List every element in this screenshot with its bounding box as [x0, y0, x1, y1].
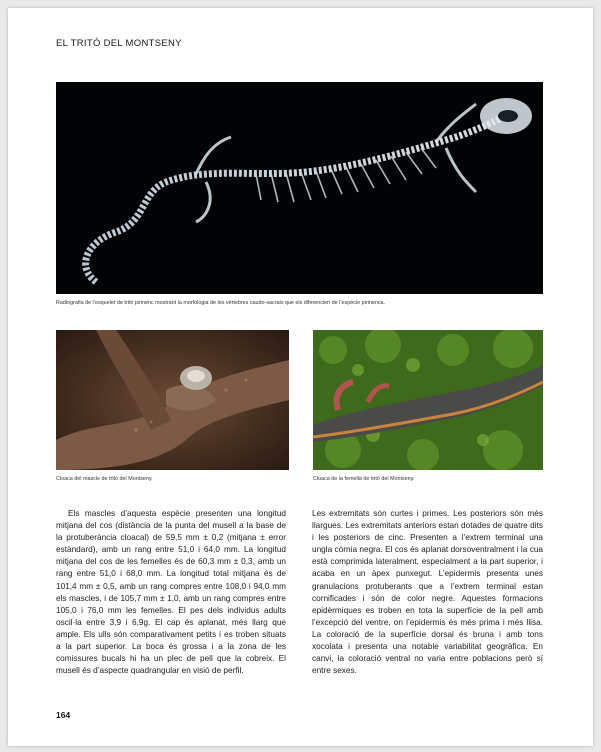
body-text-left-column: Els mascles d’aquesta espècie presenten una longitud mitjana del cos (distància de la punta del musell a la base de la protuberància cloacal) de 59,5 mm ± 0,2 (mitjana ± error estàndard), amb un rang entre 51,0 i 64,0 mm. La longitud mitjana del cos de les femelles és de 60,3 mm ± 0,3, amb un rang entre 51,0 i 68,0 mm. La longitud total mitjana és de 101,4 mm ± 0,5, amb un rang compres entre 108,0 i 94,0 mm els mascles, i de 105,7 mm ± 1,0, amb un rang compres entre 105,0 i 76,0 mm les femelles. El pes dels individus adults oscil·la entre 3,9 i 6,9g. El cap és aplanat, més llarg que ample. Els ulls són comparativament petits i es troben situats a la part superior. La boca és grossa i a la zona de les comissures bucals hi ha un plec de pell que la cobreix. El musell és d’aspecte quadrangular en visió de perfil. — [56, 509, 286, 676]
page-number: 164 — [56, 710, 71, 720]
xray-skeleton-photo — [56, 82, 543, 294]
body-text-right-column: Les extremitats són curtes i primes. Les posteriors són més llargues. Les extremitats anteriors estan dotades de quatre dits i les posteriors de cinc. Presenten a l’extrem terminal una ungla còrnia negra. El cos és aplanat dorsoventralment i la cua està comprimida lateralment, especialment a la part superior, i acaba en un àpex punxegut. L’epidermis presenta unes granulacions protuberants que a l’extrem terminal estan cornificades i són de color negre. Aquestes formacions epidèrmiques es troben en tota la superfície de la pell amb l’excepció del ventre, on l’epidermis és més prima i més llisa. La coloració de la superfície dorsal és bruna i amb tons xocolata i presenta una notable variabilitat geogràfica. En canvi, la coloració ventral no varia entre poblacions però sí entre sexes. — [312, 509, 543, 676]
female-cloaca-photo — [313, 330, 543, 470]
book-page — [8, 8, 593, 746]
male-cloaca-photo — [56, 330, 289, 470]
xray-caption: Radiografia de l’esquelet de tritó pirinenc mostrant la morfologia de les vèrtebres caudo-sacrals que els diferencien de l’espècie pirinenca. — [56, 300, 386, 306]
male-cloaca-caption: Cloaca del mascle de tritó del Montseny. — [56, 476, 153, 482]
running-title: EL TRITÓ DEL MONTSENY — [56, 38, 182, 49]
female-cloaca-caption: Cloaca de la femella de tritó del Montseny. — [313, 476, 415, 482]
